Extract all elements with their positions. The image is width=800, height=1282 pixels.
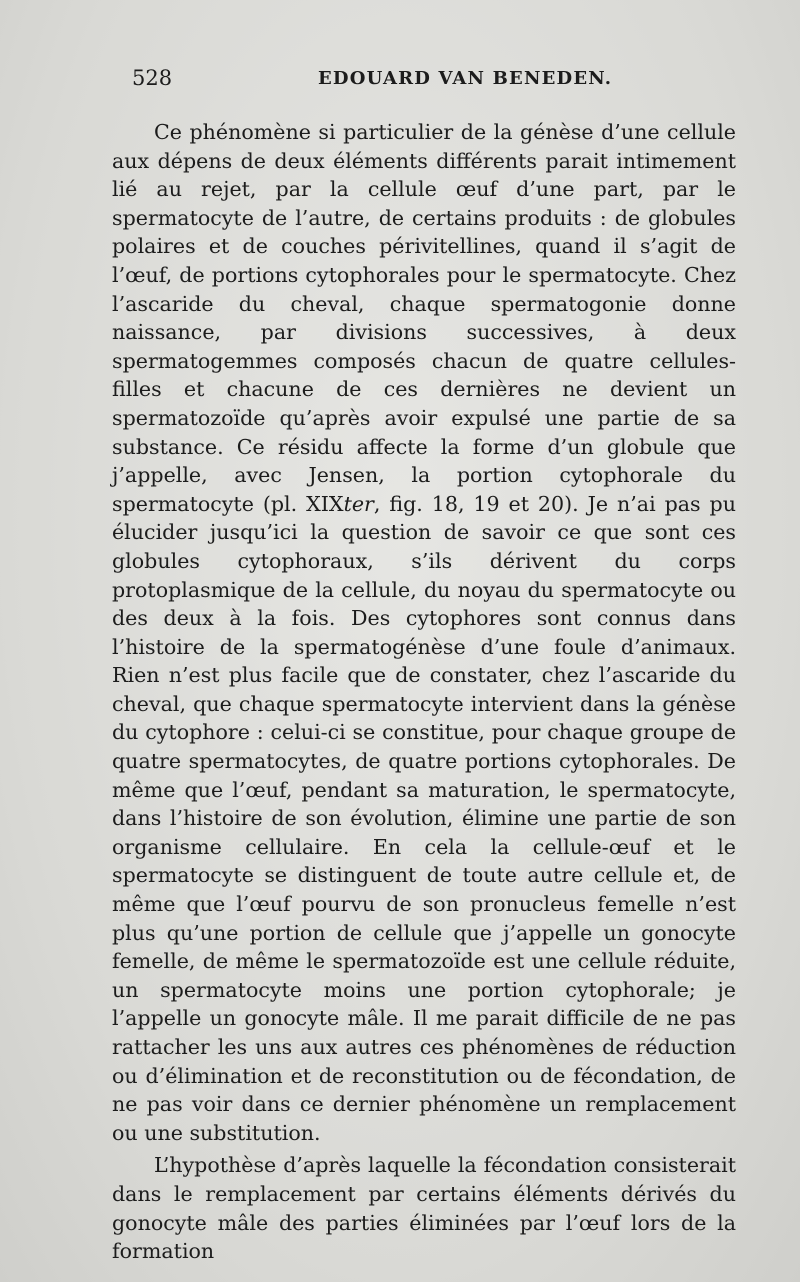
paragraph xyxy=(112,118,736,1147)
paragraph-text: Ce phénomène si particulier de la génèse d’une cellule aux dépens de deux éléments différents parait intimement lié au rejet, par la cellule œuf d’une part, par le spermatocyte de l’autre, de certains produits : de globules polaires et de couches périvitellines, quand il s’agit de l’œuf, de portions cytophorales pour le spermatocyte. Chez l’ascaride du cheval, chaque spermatogonie donne naissance, par divisions successives, à deux spermatogemmes composés chacun de quatre cellules-filles et chacune de ces dernières ne devient un spermatozoïde qu’après avoir expulsé une partie de sa substance. Ce résidu affecte la forme d’un globule que j’appelle, avec Jensen, la portion cytophorale du spermatocyte (pl. XIX xyxy=(112,120,736,516)
body-text xyxy=(112,118,736,1266)
paragraph-text-continued: , fig. 18, 19 et 20). Je n’ai pas pu élucider jusqu’ici la question de savoir ce que sont ces globules cytophoraux, s’ils dérivent du corps protoplasmique de la cellule, du noyau du spermatocyte ou des deux à la fois. Des cytophores sont connus dans l’histoire de la spermatogénèse d’une foule d’animaux. Rien n’est plus facile que de constater, chez l’ascaride du cheval, que chaque spermatocyte intervient dans la génèse du cytophore : celui-ci se constitue, pour chaque groupe de quatre spermatocytes, de quatre portions cytophorales. De même que l’œuf, pendant sa maturation, le spermatocyte, dans l’histoire de son évolution, élimine une partie de son organisme cellulaire. En cela la cellule-œuf et le spermatocyte se distinguent de toute autre cellule et, de même que l’œuf pourvu de son pronucleus femelle n’est plus qu’une portion de cellule que j’appelle un gonocyte femelle, de même le spermatozoïde est une cellule réduite, un spermatocyte moins une portion cytophorale; je l’appelle un gonocyte mâle. Il me parait difficile de ne pas rattacher les uns aux autres ces phénomènes de réduction ou d’élimination et de reconstitution ou de fécondation, de ne pas voir dans ce dernier phénomène un remplacement ou une substitution. xyxy=(112,491,736,1145)
running-head: EDOUARD VAN BENEDEN. xyxy=(318,68,613,89)
paragraph: L’hypothèse d’après laquelle la fécondation consisterait dans le remplacement par certains éléments dérivés du gonocyte mâle des parties éliminées par l’œuf lors de la formation xyxy=(112,1153,736,1264)
page-header xyxy=(132,66,734,96)
italic-term: ter xyxy=(343,491,374,516)
page-number: 528 xyxy=(132,66,173,90)
